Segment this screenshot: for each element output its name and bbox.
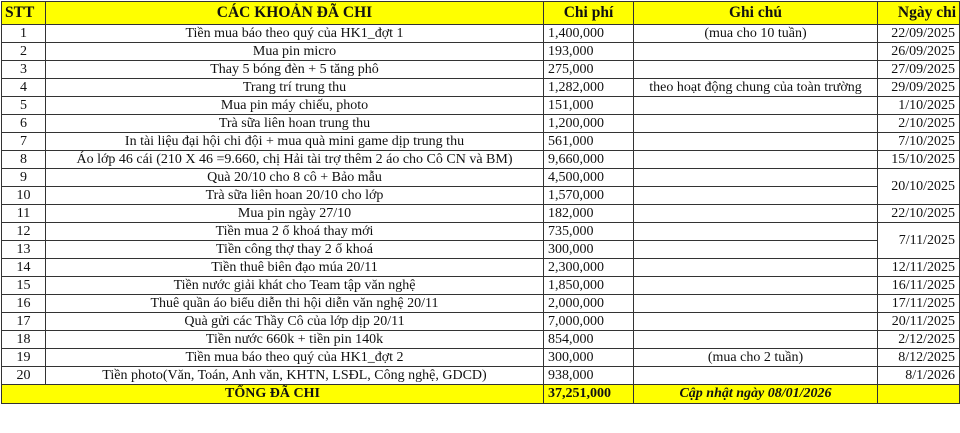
row-description: Mua pin micro <box>46 43 544 61</box>
row-stt: 10 <box>2 187 46 205</box>
row-note <box>634 313 878 331</box>
row-description: Thuê quần áo biểu diễn thi hội diễn văn nghệ 20/11 <box>46 295 544 313</box>
header-date: Ngày chi <box>878 2 960 25</box>
row-description: Trang trí trung thu <box>46 79 544 97</box>
row-description: Quà 20/10 cho 8 cô + Bảo mẫu <box>46 169 544 187</box>
table-row <box>2 367 960 385</box>
row-date: 2/12/2025 <box>878 331 960 349</box>
header-row <box>2 2 960 25</box>
row-description: Tiền mua báo theo quý của HK1_đợt 1 <box>46 25 544 43</box>
update-note: Cập nhật ngày 08/01/2026 <box>634 385 878 404</box>
row-note <box>634 187 878 205</box>
row-stt: 11 <box>2 205 46 223</box>
table-row <box>2 151 960 169</box>
row-stt: 7 <box>2 133 46 151</box>
table-row <box>2 259 960 277</box>
total-amount: 37,251,000 <box>544 385 634 404</box>
row-note <box>634 97 878 115</box>
row-cost: 561,000 <box>544 133 634 151</box>
row-description: Tiền mua 2 ổ khoá thay mới <box>46 223 544 241</box>
row-description: Trà sữa liên hoan trung thu <box>46 115 544 133</box>
table-row <box>2 79 960 97</box>
row-description: Quà gửi các Thầy Cô của lớp dịp 20/11 <box>46 313 544 331</box>
table-row <box>2 187 960 205</box>
row-note <box>634 115 878 133</box>
header-stt: STT <box>2 2 46 25</box>
total-row <box>2 385 960 404</box>
row-note <box>634 295 878 313</box>
table-body <box>2 25 960 385</box>
row-cost: 4,500,000 <box>544 169 634 187</box>
row-note <box>634 61 878 79</box>
row-note <box>634 277 878 295</box>
row-date: 15/10/2025 <box>878 151 960 169</box>
row-cost: 854,000 <box>544 331 634 349</box>
row-stt: 16 <box>2 295 46 313</box>
row-description: In tài liệu đại hội chi đội + mua quà mini game dịp trung thu <box>46 133 544 151</box>
row-description: Tiền photo(Văn, Toán, Anh văn, KHTN, LSĐL, Công nghệ, GDCD) <box>46 367 544 385</box>
row-cost: 938,000 <box>544 367 634 385</box>
table-row <box>2 295 960 313</box>
row-stt: 14 <box>2 259 46 277</box>
row-cost: 193,000 <box>544 43 634 61</box>
table-row <box>2 61 960 79</box>
row-date: 20/10/2025 <box>878 169 960 205</box>
row-description: Áo lớp 46 cái (210 X 46 =9.660, chị Hải tài trợ thêm 2 áo cho Cô CN và BM) <box>46 151 544 169</box>
row-cost: 1,200,000 <box>544 115 634 133</box>
row-date: 1/10/2025 <box>878 97 960 115</box>
row-cost: 275,000 <box>544 61 634 79</box>
table-row <box>2 205 960 223</box>
table-row <box>2 133 960 151</box>
row-description: Tiền nước 660k + tiền pin 140k <box>46 331 544 349</box>
row-cost: 735,000 <box>544 223 634 241</box>
total-date-empty <box>878 385 960 404</box>
row-note <box>634 169 878 187</box>
row-stt: 8 <box>2 151 46 169</box>
row-description: Thay 5 bóng đèn + 5 tăng phô <box>46 61 544 79</box>
row-note <box>634 367 878 385</box>
row-stt: 3 <box>2 61 46 79</box>
row-stt: 2 <box>2 43 46 61</box>
header-desc: CÁC KHOẢN ĐÃ CHI <box>46 2 544 25</box>
table-row <box>2 169 960 187</box>
row-stt: 19 <box>2 349 46 367</box>
table-header <box>2 2 960 25</box>
row-cost: 9,660,000 <box>544 151 634 169</box>
row-note <box>634 223 878 241</box>
row-stt: 18 <box>2 331 46 349</box>
row-stt: 5 <box>2 97 46 115</box>
row-date: 2/10/2025 <box>878 115 960 133</box>
row-description: Mua pin ngày 27/10 <box>46 205 544 223</box>
table-row <box>2 331 960 349</box>
row-cost: 2,000,000 <box>544 295 634 313</box>
table-row <box>2 241 960 259</box>
row-note <box>634 43 878 61</box>
row-date: 29/09/2025 <box>878 79 960 97</box>
row-date: 17/11/2025 <box>878 295 960 313</box>
row-stt: 15 <box>2 277 46 295</box>
table-row <box>2 349 960 367</box>
row-date: 16/11/2025 <box>878 277 960 295</box>
row-date: 20/11/2025 <box>878 313 960 331</box>
row-stt: 4 <box>2 79 46 97</box>
row-stt: 17 <box>2 313 46 331</box>
row-date: 26/09/2025 <box>878 43 960 61</box>
row-stt: 6 <box>2 115 46 133</box>
table-row <box>2 97 960 115</box>
row-note <box>634 241 878 259</box>
row-description: Tiền nước giải khát cho Team tập văn nghệ <box>46 277 544 295</box>
row-note <box>634 259 878 277</box>
row-cost: 151,000 <box>544 97 634 115</box>
row-cost: 300,000 <box>544 241 634 259</box>
row-date: 22/09/2025 <box>878 25 960 43</box>
row-date: 22/10/2025 <box>878 205 960 223</box>
row-note <box>634 331 878 349</box>
row-note: (mua cho 10 tuần) <box>634 25 878 43</box>
row-cost: 182,000 <box>544 205 634 223</box>
expense-table <box>1 1 960 404</box>
table-footer <box>2 385 960 404</box>
row-stt: 12 <box>2 223 46 241</box>
total-label: TỔNG ĐÃ CHI <box>2 385 544 404</box>
row-date: 7/10/2025 <box>878 133 960 151</box>
row-note <box>634 133 878 151</box>
row-date: 27/09/2025 <box>878 61 960 79</box>
row-cost: 1,570,000 <box>544 187 634 205</box>
row-cost: 7,000,000 <box>544 313 634 331</box>
row-stt: 13 <box>2 241 46 259</box>
row-date: 7/11/2025 <box>878 223 960 259</box>
row-stt: 1 <box>2 25 46 43</box>
row-description: Tiền công thợ thay 2 ổ khoá <box>46 241 544 259</box>
row-stt: 9 <box>2 169 46 187</box>
row-stt: 20 <box>2 367 46 385</box>
row-description: Tiền mua báo theo quý của HK1_đợt 2 <box>46 349 544 367</box>
row-description: Mua pin máy chiếu, photo <box>46 97 544 115</box>
header-note: Ghi chú <box>634 2 878 25</box>
row-note <box>634 151 878 169</box>
row-note: theo hoạt động chung của toàn trường <box>634 79 878 97</box>
row-date: 8/12/2025 <box>878 349 960 367</box>
table-row <box>2 313 960 331</box>
table-row <box>2 25 960 43</box>
row-note <box>634 205 878 223</box>
row-description: Trà sữa liên hoan 20/10 cho lớp <box>46 187 544 205</box>
row-cost: 1,282,000 <box>544 79 634 97</box>
row-cost: 300,000 <box>544 349 634 367</box>
table-row <box>2 277 960 295</box>
header-cost: Chi phí <box>544 2 634 25</box>
row-date: 12/11/2025 <box>878 259 960 277</box>
row-description: Tiền thuê biên đạo múa 20/11 <box>46 259 544 277</box>
row-cost: 1,400,000 <box>544 25 634 43</box>
row-date: 8/1/2026 <box>878 367 960 385</box>
row-cost: 2,300,000 <box>544 259 634 277</box>
table-row <box>2 223 960 241</box>
row-cost: 1,850,000 <box>544 277 634 295</box>
row-note: (mua cho 2 tuần) <box>634 349 878 367</box>
table-row <box>2 43 960 61</box>
table-row <box>2 115 960 133</box>
